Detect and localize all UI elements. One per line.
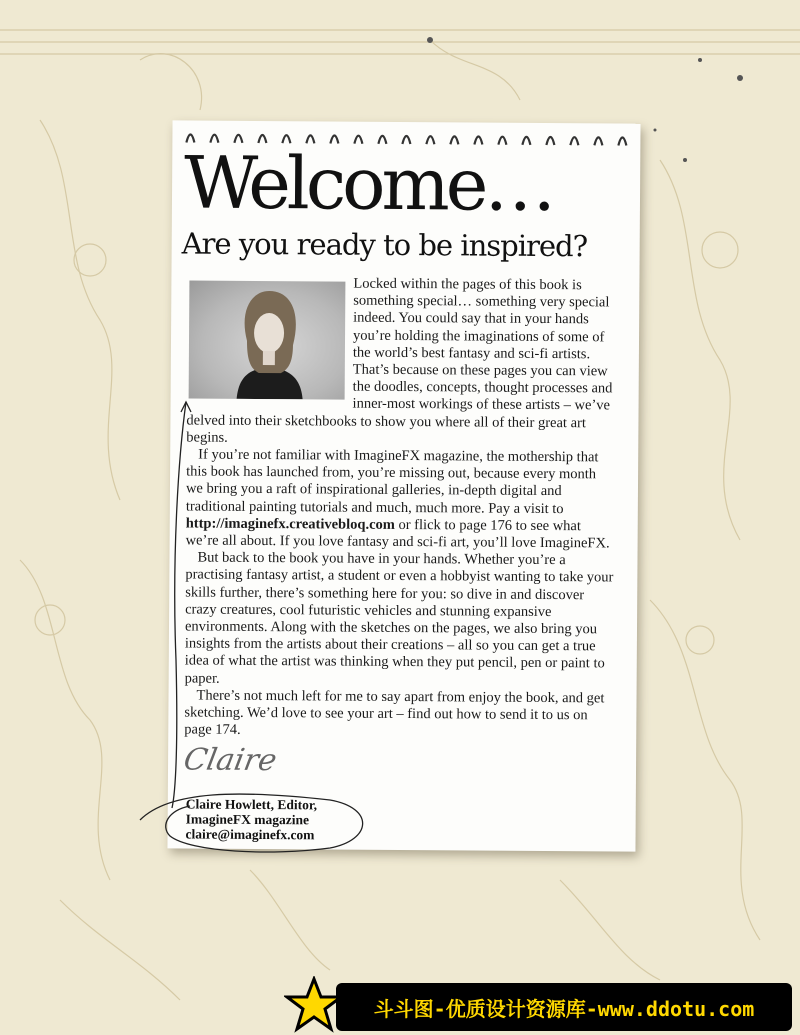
paragraph-4: There’s not much left for me to say apart from enjoy the book, and get sketching. We’d love to see your art – find out how to send it to us on page 174. [184,687,605,739]
paragraph-2 [186,447,617,553]
star-icon [284,976,344,1034]
editor-email[interactable]: claire@imaginefx.com [185,826,315,843]
page-title: Welcome… [183,140,553,228]
page-subtitle: Are you ready to be inspired? [181,226,588,264]
notepad-page [167,120,640,851]
paragraph-2-text: If you’re not familiar with ImagineFX magazine, the mothership that this book has launched from, you’re missing out, because every month we bring you a raft of inspirational galleries, in-depth digital and traditional painting tutorials and much, much more. Pay a visit to [185,446,599,517]
editor-credit [186,796,318,842]
paragraph-1: Locked within the pages of this book is something special… something very special indeed. You could say that in your hands you’re holding the imaginations of some of the world’s best fantasy and sci-fi artists. That’s because on these pages you can view the doodles, concepts, thought processes and inner-most workings of these artists – we’ve delved into their sketchbooks to show you where all of their great art begins. [186,275,613,446]
paragraph-2-text-end: or flick to page 176 to see what we’re all about. If you love fantasy and sci-fi art, you’ll love ImagineFX. [185,516,610,552]
watermark-text: 斗斗图-优质设计资源库-www.ddotu.com [373,996,755,1021]
handwritten-signature: Claire [180,742,280,779]
photo-spacer [187,274,354,403]
website-link[interactable]: http://imaginefx.creativebloq.com [185,515,395,533]
watermark-banner [336,983,792,1031]
editor-name: Claire Howlett, Editor, [185,796,318,813]
article-body [184,274,617,741]
editor-publication: ImagineFX magazine [185,811,310,828]
paragraph-3: But back to the book you have in your hands. Whether you’re a practising fantasy artist, a student or even a hobbyist wanting to take your skills further, there’s something here for you: so dive in and discover crazy creatures, cool futuristic vehicles and stunning expansive environments. Along with the sketches on the pages, we also bring you insights from the artists about their creations – all so you can get a true idea of what the artist was thinking when they put pencil, pen or paint to paper. [184,549,614,687]
